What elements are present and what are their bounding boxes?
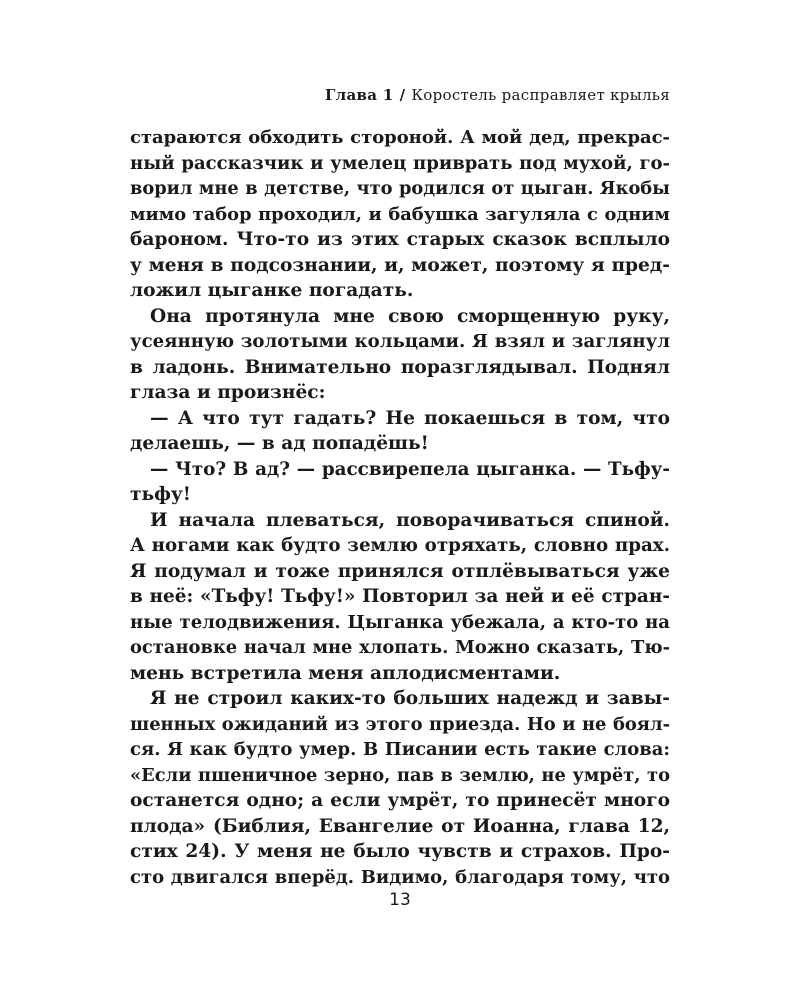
chapter-label: Глава 1 (325, 86, 394, 104)
text-line: И начала плеваться, поворачиваться спиной. (150, 509, 670, 531)
text-line: усеянную золотыми кольцами. Я взял и заглянул (130, 331, 670, 352)
text-line: А ногами как будто землю отряхать, словно прах. (130, 535, 670, 556)
text-line: сто двигался вперёд. Видимо, благодаря тому, что (130, 866, 670, 888)
text-line: «Если пшеничное зерно, пав в землю, не умрёт, то (130, 764, 670, 786)
text-line: стих 24). У меня не было чувств и страхов. Про- (130, 841, 670, 862)
header-separator: / (399, 86, 406, 104)
text-line: делаешь, — в ад попадёшь! (130, 433, 429, 454)
text-line: ворил мне в детстве, что родился от цыган. Якобы (130, 178, 670, 199)
text-line: Она протянула мне свою сморщенную руку, (150, 305, 670, 327)
text-line: — Что? В ад? — рассвирепела цыганка. — Тьфу- (150, 458, 670, 480)
text-line: в неё: «Тьфу! Тьфу!» Повторил за ней и её стран- (130, 586, 670, 607)
text-line: мень встретила меня аплодисментами. (130, 662, 561, 684)
text-line: тьфу! (130, 484, 191, 505)
text-line: мимо табор проходил, и бабушка загуляла с одним (130, 203, 670, 225)
text-line: Я подумал и тоже принялся отплёвываться уже (130, 560, 670, 582)
text-line: глаза и произнёс: (130, 382, 326, 403)
page-number: 13 (389, 890, 411, 910)
text-line: ный рассказчик и умелец приврать под мухой, го- (130, 152, 670, 174)
text-line: ложил цыганке погадать. (130, 280, 414, 301)
text-line: ные телодвижения. Цыганка убежала, а кто-то на (130, 611, 670, 633)
text-line: бароном. Что-то из этих старых сказок всплыло (130, 229, 670, 250)
text-line: шенных ожиданий из этого приезда. Но и не боял- (130, 713, 670, 735)
running-header (325, 86, 670, 104)
text-line: стараются обходить стороной. А мой дед, прекрас- (130, 127, 670, 148)
text-line: остановке начал мне хлопать. Можно сказать, Тю- (130, 637, 670, 658)
text-line: Я не строил каких-то больших надежд и завы- (150, 688, 670, 709)
text-line: — А что тут гадать? Не покаешься в том, что (150, 407, 670, 429)
body-text (130, 125, 670, 890)
text-line: в ладонь. Внимательно поразглядывал. Поднял (130, 356, 670, 378)
text-line: останется одно; а если умрёт, то принесёт много (130, 790, 670, 811)
text-line: у меня в подсознании, и, может, поэтому я пред- (130, 254, 670, 276)
text-line: плода» (Библия, Евангелие от Иоанна, глава 12, (130, 815, 670, 837)
text-line: ся. Я как будто умер. В Писании есть такие слова: (130, 739, 670, 760)
chapter-title: Коростель расправляет крылья (411, 86, 670, 104)
